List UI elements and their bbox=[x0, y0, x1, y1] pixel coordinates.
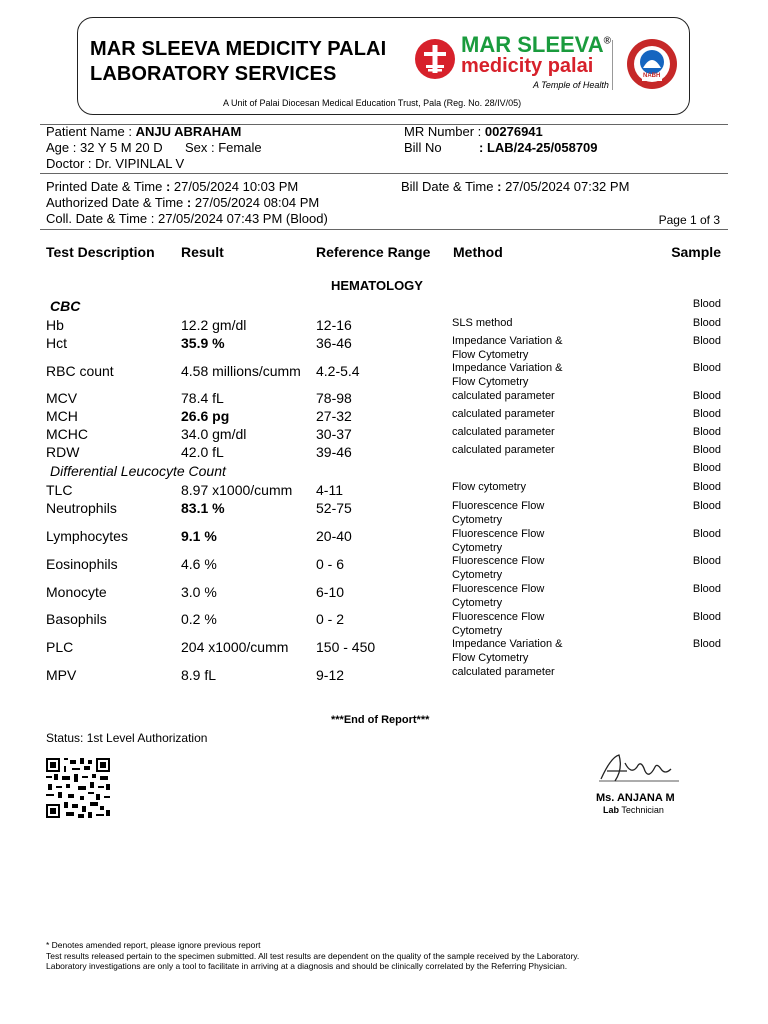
signatory-role: Lab Technician bbox=[603, 805, 664, 815]
footer-line: Laboratory investigations are only a tool to facilitate in arriving at a diagnosis and should be clinically correlated by the Referring Physician. bbox=[46, 961, 568, 971]
test-result: 8.97 x1000/cumm bbox=[181, 482, 293, 498]
test-method: calculated parameter bbox=[452, 408, 555, 420]
test-method: Fluorescence Flow Cytometry bbox=[452, 583, 545, 609]
collection-date: Coll. Date & Time : 27/05/2024 07:43 PM (Blood) bbox=[46, 211, 328, 226]
test-result: 0.2 % bbox=[181, 611, 217, 627]
test-method: Fluorescence Flow Cytometry bbox=[452, 611, 545, 637]
reference-range: 150 - 450 bbox=[316, 639, 376, 655]
test-method: SLS method bbox=[452, 317, 513, 329]
test-sample: Blood bbox=[692, 444, 721, 456]
test-method: Fluorescence Flow Cytometry bbox=[452, 500, 545, 526]
doctor-name: Doctor : Dr. VIPINLAL V bbox=[46, 156, 185, 171]
test-method: Impedance Variation & Flow Cytometry bbox=[452, 335, 563, 361]
test-sample: Blood bbox=[692, 408, 721, 420]
test-name: MCH bbox=[46, 408, 78, 424]
signatory-name: Ms. ANJANA M bbox=[596, 792, 675, 804]
test-result: 35.9 % bbox=[181, 335, 225, 351]
nabh-seal-icon bbox=[626, 38, 678, 90]
test-name: PLC bbox=[46, 639, 74, 655]
reference-range: 6-10 bbox=[316, 584, 345, 600]
test-sample: Blood bbox=[692, 335, 721, 347]
logo-divider bbox=[612, 40, 613, 90]
patient-name: Patient Name : ANJU ABRAHAM bbox=[46, 124, 242, 139]
column-header-result: Result bbox=[181, 244, 224, 260]
divider bbox=[40, 173, 728, 174]
section-title: HEMATOLOGY bbox=[331, 278, 423, 293]
test-sample: Blood bbox=[692, 583, 721, 595]
patient-age: Age : 32 Y 5 M 20 D bbox=[46, 140, 163, 155]
test-sample: Blood bbox=[692, 426, 721, 438]
signature-icon bbox=[597, 749, 681, 791]
test-result: 26.6 pg bbox=[181, 408, 230, 424]
test-sample: Blood bbox=[692, 390, 721, 402]
reference-range: 36-46 bbox=[316, 335, 352, 351]
reference-range: 20-40 bbox=[316, 528, 352, 544]
brand-subname: medicity palai bbox=[461, 55, 594, 77]
test-result: 4.6 % bbox=[181, 556, 217, 572]
test-name: Basophils bbox=[46, 611, 107, 627]
test-sample: Blood bbox=[692, 481, 721, 493]
brand-tagline: A Temple of Health bbox=[533, 80, 609, 90]
reference-range: 27-32 bbox=[316, 408, 352, 424]
test-name: Eosinophils bbox=[46, 556, 118, 572]
test-name: RDW bbox=[46, 444, 80, 460]
test-method: Impedance Variation & Flow Cytometry bbox=[452, 362, 563, 388]
reference-range: 78-98 bbox=[316, 390, 352, 406]
test-name: Hct bbox=[46, 335, 67, 351]
test-sample: Blood bbox=[692, 317, 721, 329]
test-sample: Blood bbox=[692, 500, 721, 512]
lab-title-line1: MAR SLEEVA MEDICITY PALAI bbox=[90, 38, 387, 60]
test-sample: Blood bbox=[692, 611, 721, 623]
bill-date: Bill Date & Time : 27/05/2024 07:32 PM bbox=[401, 179, 630, 194]
test-name: MCHC bbox=[46, 426, 88, 442]
test-sample: Blood bbox=[692, 638, 721, 650]
reference-range: 39-46 bbox=[316, 444, 352, 460]
printed-date: Printed Date & Time : 27/05/2024 10:03 PM bbox=[46, 179, 299, 194]
test-method: calculated parameter bbox=[452, 426, 555, 438]
test-result: 8.9 fL bbox=[181, 667, 217, 683]
test-result: 78.4 fL bbox=[181, 390, 224, 406]
test-method: Fluorescence Flow Cytometry bbox=[452, 555, 545, 581]
test-method: calculated parameter bbox=[452, 390, 555, 402]
authorized-date: Authorized Date & Time : 27/05/2024 08:04 PM bbox=[46, 195, 320, 210]
column-header-method: Method bbox=[453, 244, 503, 260]
test-name: TLC bbox=[46, 482, 73, 498]
hospital-logo-icon bbox=[414, 38, 456, 80]
mr-number: MR Number : 00276941 bbox=[404, 124, 543, 139]
test-result: 34.0 gm/dl bbox=[181, 426, 247, 442]
column-header-range: Reference Range bbox=[316, 244, 431, 260]
test-sample: Blood bbox=[692, 528, 721, 540]
test-method: Fluorescence Flow Cytometry bbox=[452, 528, 545, 554]
reference-range: 9-12 bbox=[316, 667, 345, 683]
group-title-cbc: CBC bbox=[50, 298, 81, 314]
reference-range: 4.2-5.4 bbox=[316, 363, 360, 379]
test-result: 9.1 % bbox=[181, 528, 217, 544]
test-name: Monocyte bbox=[46, 584, 107, 600]
reference-range: 0 - 2 bbox=[316, 611, 345, 627]
patient-sex: Sex : Female bbox=[185, 140, 262, 155]
test-result: 83.1 % bbox=[181, 500, 225, 516]
brand-name: MAR SLEEVA® bbox=[461, 32, 611, 57]
qr-code-icon bbox=[46, 758, 110, 818]
test-method: Impedance Variation & Flow Cytometry bbox=[452, 638, 563, 664]
divider bbox=[40, 229, 728, 230]
test-name: Hb bbox=[46, 317, 64, 333]
reference-range: 12-16 bbox=[316, 317, 352, 333]
group-title-dlc: Differential Leucocyte Count bbox=[50, 463, 226, 479]
group-sample: Blood bbox=[692, 298, 721, 310]
test-result: 3.0 % bbox=[181, 584, 217, 600]
footer-line: * Denotes amended report, please ignore previous report bbox=[46, 940, 261, 950]
bill-number: : LAB/24-25/058709 bbox=[479, 140, 598, 155]
test-method: calculated parameter bbox=[452, 444, 555, 456]
test-sample: Blood bbox=[692, 362, 721, 374]
test-result: 4.58 millions/cumm bbox=[181, 363, 301, 379]
reference-range: 4-11 bbox=[316, 482, 343, 498]
reference-range: 52-75 bbox=[316, 500, 352, 516]
test-sample: Blood bbox=[692, 555, 721, 567]
authorization-status: Status: 1st Level Authorization bbox=[46, 731, 208, 745]
page-number: Page 1 of 3 bbox=[658, 213, 720, 227]
test-result: 12.2 gm/dl bbox=[181, 317, 247, 333]
footer-line: Test results released pertain to the specimen submitted. All test results are dependent on the quality of the sample received by the Laboratory. bbox=[46, 950, 580, 961]
column-header-test: Test Description bbox=[46, 244, 155, 260]
test-name: MPV bbox=[46, 667, 77, 683]
test-method: Flow cytometry bbox=[452, 481, 526, 493]
footer-note bbox=[46, 940, 579, 972]
test-result: 42.0 fL bbox=[181, 444, 224, 460]
test-result: 204 x1000/cumm bbox=[181, 639, 289, 655]
nabh-label: NABH bbox=[643, 73, 661, 79]
bill-label: Bill No bbox=[404, 140, 442, 155]
group-sample: Blood bbox=[692, 462, 721, 474]
test-name: MCV bbox=[46, 390, 78, 406]
reference-range: 30-37 bbox=[316, 426, 352, 442]
trust-line: A Unit of Palai Diocesan Medical Education Trust, Pala (Reg. No. 28/IV/05) bbox=[223, 98, 522, 108]
column-header-sample: Sample bbox=[671, 244, 721, 260]
end-of-report: ***End of Report*** bbox=[331, 714, 430, 726]
test-name: Lymphocytes bbox=[46, 528, 128, 544]
test-name: Neutrophils bbox=[46, 500, 117, 516]
test-name: RBC count bbox=[46, 363, 114, 379]
lab-title-line2: LABORATORY SERVICES bbox=[90, 63, 337, 85]
test-method: calculated parameter bbox=[452, 666, 555, 678]
reference-range: 0 - 6 bbox=[316, 556, 345, 572]
